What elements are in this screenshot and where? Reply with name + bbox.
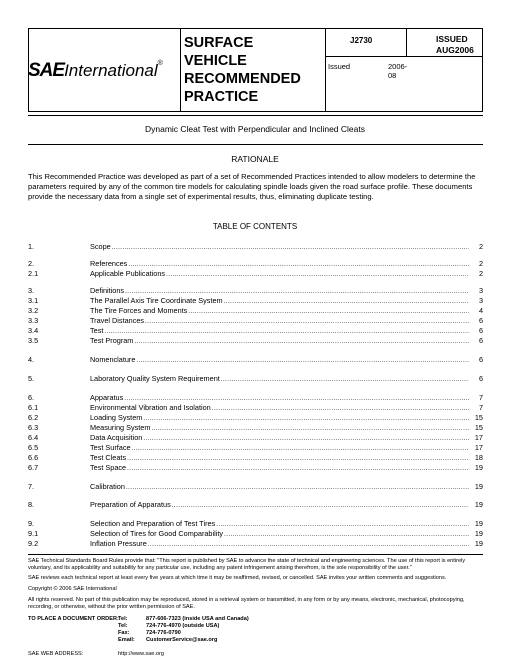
- toc-entry-page: 19: [474, 463, 483, 472]
- toc-entry[interactable]: [28, 296, 483, 306]
- toc-entry[interactable]: [28, 306, 483, 316]
- toc-entry-number: 9.: [28, 519, 35, 528]
- toc-entry-label: The Parallel Axis Tire Coordinate System . . .: [90, 296, 469, 305]
- toc-entry-page: 3: [478, 296, 483, 305]
- toc-entry-page: 6: [478, 374, 483, 383]
- logo-sae-text: SAE: [28, 60, 65, 81]
- toc-entry-label: References . . .: [90, 259, 469, 268]
- toc-entry-page: 2: [478, 269, 483, 278]
- toc-entry-label: Nomenclature . . .: [90, 355, 469, 364]
- toc-entry-label: Preparation of Apparatus . . .: [90, 500, 469, 509]
- contact-key: Email:: [118, 637, 135, 643]
- toc-entry[interactable]: [28, 403, 483, 413]
- toc-heading: TABLE OF CONTENTS: [212, 222, 298, 231]
- toc-entry[interactable]: [28, 355, 483, 365]
- toc-entry-page: 17: [474, 433, 483, 442]
- toc-entry[interactable]: [28, 423, 483, 433]
- toc-entry-number: 6.5: [28, 443, 39, 452]
- toc-entry[interactable]: [28, 433, 483, 443]
- toc-entry-page: 2: [478, 259, 483, 268]
- toc-entry-number: 6.3: [28, 423, 39, 432]
- toc-entry[interactable]: [28, 519, 483, 529]
- toc-entry-number: 3.3: [28, 316, 39, 325]
- toc-entry-number: 9.1: [28, 529, 39, 538]
- header-divider: [406, 28, 407, 56]
- toc-entry-number: 3.: [28, 286, 35, 295]
- toc-entry[interactable]: [28, 286, 483, 296]
- category-line: RECOMMENDED: [184, 71, 301, 87]
- divider: [28, 144, 483, 145]
- toc-entry-label: Test . . .: [90, 326, 469, 335]
- toc-entry[interactable]: [28, 413, 483, 423]
- logo-trademark: ®: [157, 60, 163, 67]
- category-line: PRACTICE: [184, 89, 259, 105]
- toc-entry[interactable]: [28, 269, 483, 279]
- toc-entry-label: Scope . . .: [90, 242, 469, 251]
- web-label: SAE WEB ADDRESS:: [28, 651, 84, 657]
- header-divider: [180, 28, 181, 112]
- divider: [28, 554, 483, 555]
- contact-phone: 724-776-4970 (outside USA): [146, 623, 220, 629]
- toc-entry-page: 7: [478, 403, 483, 412]
- toc-entry-number: 7.: [28, 482, 35, 491]
- toc-entry-label: Data Acquisition . . .: [90, 433, 469, 442]
- toc-entry-label: The Tire Forces and Moments . . .: [90, 306, 469, 315]
- toc-entry-label: Environmental Vibration and Isolation . . .: [90, 403, 469, 412]
- contact-key: Tel:: [118, 623, 128, 629]
- toc-entry-label: Selection and Preparation of Test Tires . . .: [90, 519, 469, 528]
- toc-entry-number: 4.: [28, 355, 35, 364]
- toc-entry[interactable]: [28, 259, 483, 269]
- toc-entry-page: 19: [474, 482, 483, 491]
- toc-entry-number: 3.4: [28, 326, 39, 335]
- contact-key: Fax:: [118, 630, 130, 636]
- toc-entry-number: 9.2: [28, 539, 39, 548]
- toc-entry-label: Travel Distances . . .: [90, 316, 469, 325]
- toc-entry[interactable]: [28, 529, 483, 539]
- footer-rights: All rights reserved. No part of this publication may be reproduced, stored in a retrieval system or transmitted, in any form or by any means, electronic, mechanical, photocopying, recording, or otherwise, without the prior written permission of SAE.: [28, 597, 465, 610]
- toc-entry[interactable]: [28, 336, 483, 346]
- toc-entry-label: Test Cleats . . .: [90, 453, 469, 462]
- toc-entry[interactable]: [28, 374, 483, 384]
- toc-entry-page: 6: [478, 355, 483, 364]
- toc-entry-page: 18: [474, 453, 483, 462]
- toc-entry-page: 17: [474, 443, 483, 452]
- toc-entry-page: 19: [474, 500, 483, 509]
- toc-entry-number: 8.: [28, 500, 35, 509]
- toc-entry-page: 6: [478, 336, 483, 345]
- toc-entry-page: 3: [478, 286, 483, 295]
- status-line: AUG2006: [436, 45, 474, 55]
- toc-entry[interactable]: [28, 539, 483, 549]
- toc-entry-number: 6.7: [28, 463, 39, 472]
- logo-international-text: International: [64, 61, 158, 80]
- toc-entry-label: Laboratory Quality System Requirement . . .: [90, 374, 469, 383]
- toc-entry-label: Test Program . . .: [90, 336, 469, 345]
- toc-entry[interactable]: [28, 242, 483, 252]
- toc-entry-number: 5.: [28, 374, 35, 383]
- toc-entry[interactable]: [28, 453, 483, 463]
- toc-entry-page: 15: [474, 413, 483, 422]
- toc-entry-number: 2.1: [28, 269, 39, 278]
- footer-disclaimer: SAE Technical Standards Board Rules provide that: "This report is published by SAE to advance the state of technical and engineering sciences. The use of this report is entirely voluntary, and its applicability and suitability for any particular use, including any patent infringement arising therefrom, is the sole responsibility of the user.": [28, 558, 466, 571]
- order-label: TO PLACE A DOCUMENT ORDER:: [28, 616, 119, 622]
- rationale-text: This Recommended Practice was developed as part of a set of Recommended Practices intended to allow modelers to determine the parameters required by any of the common tire models for calculating spindle loads given the road surface profile. These documents provide the necessary data from a single set of experimental results, thus, eliminating duplicate testing.: [28, 172, 476, 201]
- rationale-heading: RATIONALE: [231, 154, 279, 164]
- toc-entry-page: 15: [474, 423, 483, 432]
- toc-entry-label: Measuring System . . .: [90, 423, 469, 432]
- toc-entry-number: 3.5: [28, 336, 39, 345]
- toc-entry[interactable]: [28, 443, 483, 453]
- footer-review-note: SAE reviews each technical report at least every five years at which time it may be reaffirmed, revised, or cancelled. SAE invites your written comments and suggestions.: [28, 575, 447, 581]
- issued-row: [328, 62, 408, 80]
- toc-entry[interactable]: [28, 463, 483, 473]
- toc-entry[interactable]: [28, 316, 483, 326]
- document-category: [184, 34, 301, 106]
- document-number: J2730: [350, 36, 373, 45]
- toc-entry-number: 6.: [28, 393, 35, 402]
- toc-entry-page: 6: [478, 316, 483, 325]
- contact-email[interactable]: CustomerService@sae.org: [146, 637, 218, 643]
- divider: [28, 115, 483, 116]
- toc-entry-label: Calibration . . .: [90, 482, 469, 491]
- contact-fax: 724-776-0790: [146, 630, 181, 636]
- toc-entry-label: Inflation Pressure . . .: [90, 539, 469, 548]
- issued-date: 2006-08: [388, 62, 408, 80]
- toc-entry-number: 3.1: [28, 296, 39, 305]
- toc-entry-label: Applicable Publications . . .: [90, 269, 469, 278]
- toc-entry[interactable]: [28, 500, 483, 510]
- toc-entry-number: 2.: [28, 259, 35, 268]
- status-line: ISSUED: [436, 34, 468, 44]
- contact-key: Tel:: [118, 616, 128, 622]
- header-divider: [325, 56, 483, 57]
- sae-international-logo: [28, 60, 163, 82]
- toc-entry-page: 19: [474, 539, 483, 548]
- toc-entry-page: 19: [474, 529, 483, 538]
- toc-entry-number: 6.6: [28, 453, 39, 462]
- toc-entry-page: 7: [478, 393, 483, 402]
- toc-entry[interactable]: [28, 482, 483, 492]
- document-status: [436, 34, 474, 56]
- toc-entry-label: Loading System . . .: [90, 413, 469, 422]
- footer-copyright: Copyright © 2006 SAE International: [28, 586, 117, 592]
- toc-entry-page: 4: [478, 306, 483, 315]
- toc-entry-number: 6.2: [28, 413, 39, 422]
- category-line: VEHICLE: [184, 53, 247, 69]
- toc-entry-label: Apparatus . . .: [90, 393, 469, 402]
- toc-entry-number: 3.2: [28, 306, 39, 315]
- toc-entry-page: 6: [478, 326, 483, 335]
- toc-entry-label: Selection of Tires for Good Comparability . . .: [90, 529, 469, 538]
- document-title: Dynamic Cleat Test with Perpendicular and Inclined Cleats: [144, 124, 365, 134]
- toc-entry-number: 1.: [28, 242, 35, 251]
- category-line: SURFACE: [184, 35, 254, 51]
- toc-entry[interactable]: [28, 326, 483, 336]
- toc-entry-label: Test Surface . . .: [90, 443, 469, 452]
- toc-entry-number: 6.1: [28, 403, 39, 412]
- web-link[interactable]: http://www.sae.org: [118, 651, 165, 657]
- toc-entry-label: Test Space . . .: [90, 463, 469, 472]
- toc-entry-number: 6.4: [28, 433, 39, 442]
- header-divider: [325, 28, 326, 112]
- contact-phone: 877-606-7323 (inside USA and Canada): [146, 616, 249, 622]
- web-address: [28, 651, 165, 657]
- toc-entry[interactable]: [28, 393, 483, 403]
- document-header: [28, 28, 483, 112]
- toc-entry-page: 2: [478, 242, 483, 251]
- toc-entry-page: 19: [474, 519, 483, 528]
- toc-entry-label: Definitions . . .: [90, 286, 469, 295]
- issued-label: Issued: [328, 62, 351, 71]
